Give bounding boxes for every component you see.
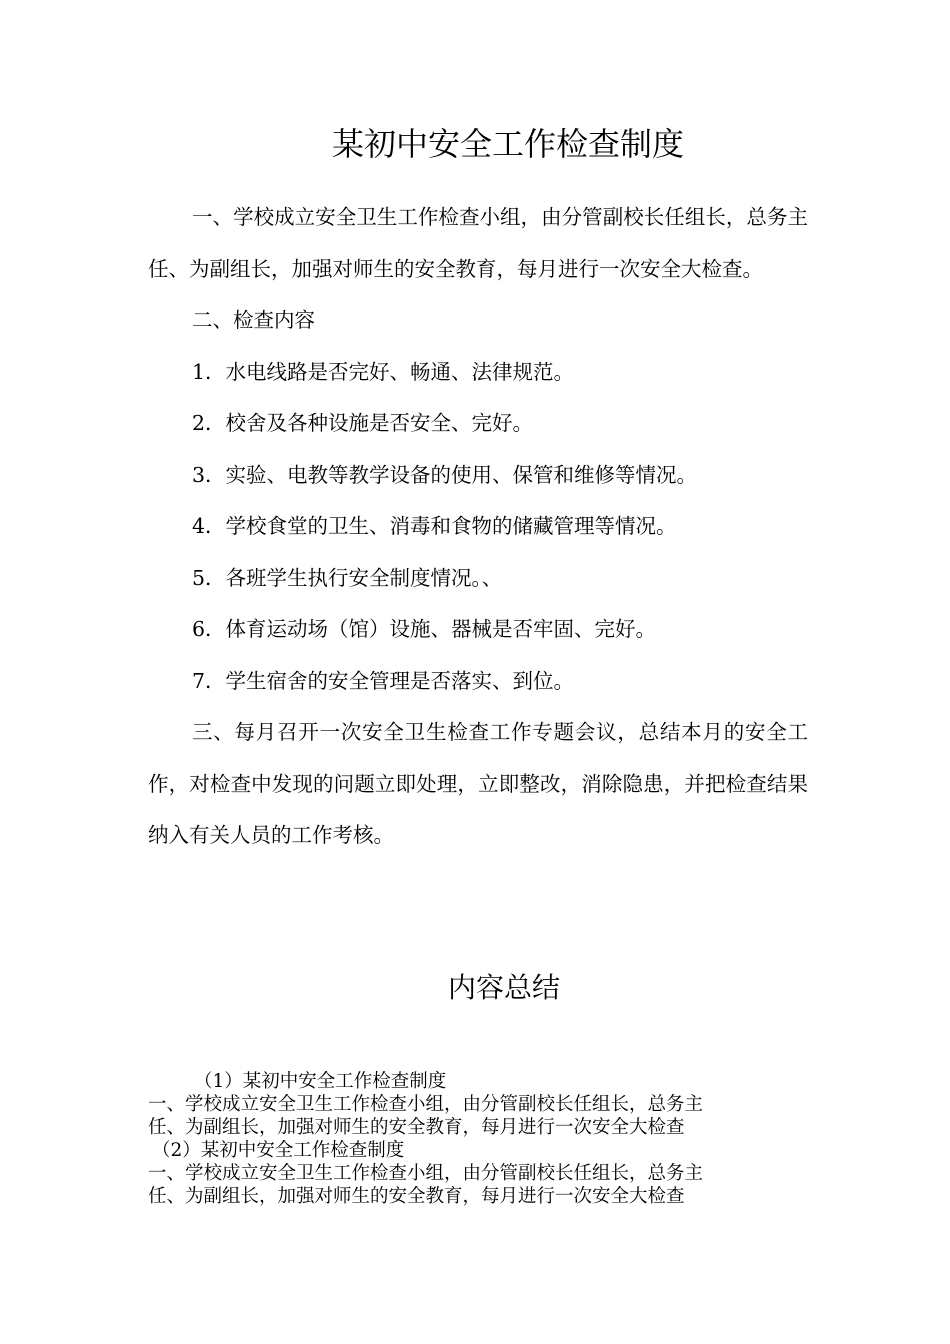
- summary-line: 任、为副组长，加强对师生的安全教育，每月进行一次安全大检查: [148, 1117, 685, 1138]
- summary-line: （2）某初中安全工作检查制度: [152, 1140, 405, 1161]
- list-item: 2．校舍及各种设施是否安全、完好。: [192, 411, 534, 435]
- list-item: 7．学生宿舍的安全管理是否落实、到位。: [192, 668, 575, 693]
- list-item: 6．体育运动场（馆）设施、器械是否牢固、完好。: [192, 617, 657, 641]
- document-title: 某初中安全工作检查制度: [331, 125, 684, 163]
- paragraph-intro: 一、学校成立安全卫生工作检查小组，由分管副校长任组长，总务主任、为副组长，加强对师生的安全教育，每月进行一次安全大检查。: [148, 205, 808, 281]
- paragraph-monthly-meeting: 三、每月召开一次安全卫生检查工作专题会议，总结本月的安全工作，对检查中发现的问题立即处理，立即整改，消除隐患，并把检查结果纳入有关人员的工作考核。: [148, 720, 808, 847]
- list-item: 4．学校食堂的卫生、消毒和食物的储藏管理等情况。: [192, 514, 677, 538]
- list-item: 3．实验、电教等教学设备的使用、保管和维修等情况。: [192, 462, 698, 487]
- summary-line: 任、为副组长，加强对师生的安全教育，每月进行一次安全大检查: [148, 1186, 685, 1207]
- summary-block: [148, 1070, 788, 1208]
- summary-line: 一、学校成立安全卫生工作检查小组，由分管副校长任组长，总务主: [148, 1163, 704, 1184]
- section-heading-inspection-content: 二、检查内容: [192, 308, 315, 332]
- summary-line: （1）某初中安全工作检查制度: [194, 1071, 447, 1092]
- summary-line: 一、学校成立安全卫生工作检查小组，由分管副校长任组长，总务主: [148, 1094, 704, 1115]
- list-item: 5．各班学生执行安全制度情况。、: [192, 565, 503, 590]
- summary-heading: 内容总结: [447, 971, 560, 1004]
- list-item: 1．水电线路是否完好、畅通、法律规范。: [192, 359, 575, 384]
- document-body: [148, 192, 808, 862]
